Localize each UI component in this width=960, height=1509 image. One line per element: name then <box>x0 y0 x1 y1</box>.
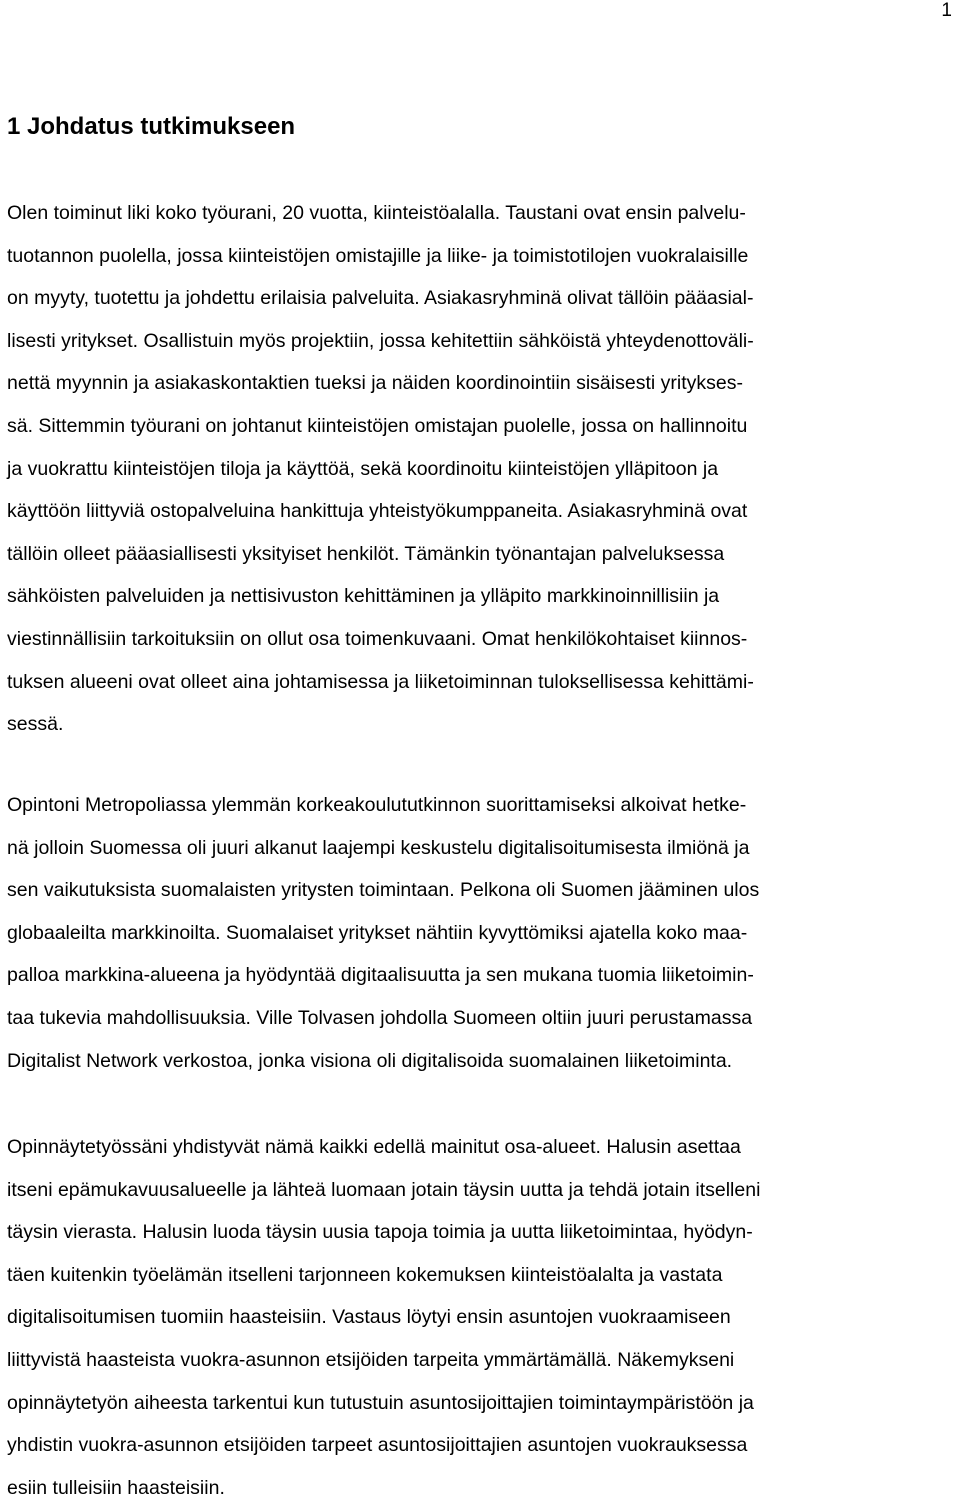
paragraph-3 <box>7 1126 960 1509</box>
paragraph-line: sen vaikutuksista suomalaisten yritysten toimintaan. Pelkona oli Suomen jääminen ulos <box>7 879 760 902</box>
chapter-heading: 1 Johdatus tutkimukseen <box>7 113 296 140</box>
page-number: 1 <box>941 0 952 21</box>
paragraph-line: Opintoni Metropoliassa ylemmän korkeakoulututkinnon suorittamiseksi alkoivat hetke- <box>7 794 747 816</box>
paragraph-line: on myyty, tuotettu ja johdettu erilaisia palveluita. Asiakasryhminä olivat tällöin pääasial- <box>7 287 754 310</box>
paragraph-line: Olen toiminut liki koko työurani, 20 vuotta, kiinteistöalalla. Taustani ovat ensin palvelu- <box>7 202 746 224</box>
paragraph-line: sähköisten palveluiden ja nettisivuston kehittäminen ja ylläpito markkinoinnillisiin ja <box>7 585 720 608</box>
paragraph-line: tällöin olleet pääasiallisesti yksityiset henkilöt. Tämänkin työnantajan palveluksessa <box>7 542 725 565</box>
paragraph-line: tuksen alueeni ovat olleet aina johtamisessa ja liiketoiminnan tuloksellisessa kehittämi- <box>7 670 754 693</box>
paragraph-line: palloa markkina-alueena ja hyödyntää digitaalisuutta ja sen mukana tuomia liiketoimin- <box>7 964 754 987</box>
paragraph-1 <box>7 192 960 746</box>
paragraph-line: täysin vierasta. Halusin luoda täysin uusia tapoja toimia ja uutta liiketoimintaa, hyödyn- <box>7 1221 753 1244</box>
paragraph-line: itseni epämukavuusalueelle ja lähteä luomaan jotain täysin uutta ja tehdä jotain itselleni <box>7 1178 761 1201</box>
paragraph-line: täen kuitenkin työelämän itselleni tarjonneen kokemuksen kiinteistöalalta ja vastata <box>7 1263 723 1286</box>
paragraph-line: lisesti yritykset. Osallistuin myös projektiin, jossa kehitettiin sähköistä yhteydenottoväli- <box>7 329 754 352</box>
paragraph-line: Digitalist Network verkostoa, jonka visiona oli digitalisoida suomalainen liiketoiminta. <box>7 1049 733 1072</box>
paragraph-line: yhdistin vuokra-asunnon etsijöiden tarpeet asuntosijoittajien asuntojen vuokrauksessa <box>7 1434 748 1457</box>
paragraph-line: sä. Sittemmin työurani on johtanut kiinteistöjen omistajan puolelle, jossa on hallinnoitu <box>7 414 748 437</box>
paragraph-line: ja vuokrattu kiinteistöjen tiloja ja käyttöä, sekä koordinoitu kiinteistöjen ylläpitoon ja <box>7 457 719 480</box>
paragraph-line: viestinnällisiin tarkoituksiin on ollut osa toimenkuvaani. Omat henkilökohtaiset kiinnos- <box>7 627 748 650</box>
paragraph-line: sessä. <box>7 713 64 736</box>
paragraph-line: nä jolloin Suomessa oli juuri alkanut laajempi keskustelu digitalisoitumisesta ilmiönä ja <box>7 836 750 859</box>
paragraph-line: liittyvistä haasteista vuokra-asunnon etsijöiden tarpeita ymmärtämällä. Näkemykseni <box>7 1348 735 1371</box>
paragraph-line: nettä myynnin ja asiakaskontaktien tueksi ja näiden koordinointiin sisäisesti yritykses- <box>7 372 743 395</box>
paragraph-line: digitalisoitumisen tuomiin haasteisiin. Vastaus löytyi ensin asuntojen vuokraamiseen <box>7 1306 731 1329</box>
paragraph-line: esiin tulleisiin haasteisiin. <box>7 1476 225 1499</box>
paragraph-line: tuotannon puolella, jossa kiinteistöjen omistajille ja liike- ja toimistotilojen vuokralaisille <box>7 244 749 267</box>
paragraph-line: taa tukevia mahdollisuuksia. Ville Tolvasen johdolla Suomeen oltiin juuri perustamassa <box>7 1006 753 1029</box>
paragraph-line: opinnäytetyön aiheesta tarkentui kun tutustuin asuntosijoittajien toimintaympäristöön ja <box>7 1391 754 1414</box>
paragraph-line: globaaleilta markkinoilta. Suomalaiset yritykset nähtiin kyvyttömiksi ajatella koko maa- <box>7 921 748 944</box>
paragraph-line: käyttöön liittyviä ostopalveluina hankittuja yhteistyökumppaneita. Asiakasryhminä ovat <box>7 500 748 523</box>
paragraph-line: Opinnäytetyössäni yhdistyvät nämä kaikki edellä mainitut osa-alueet. Halusin asettaa <box>7 1136 741 1158</box>
paragraph-2 <box>7 784 960 1082</box>
